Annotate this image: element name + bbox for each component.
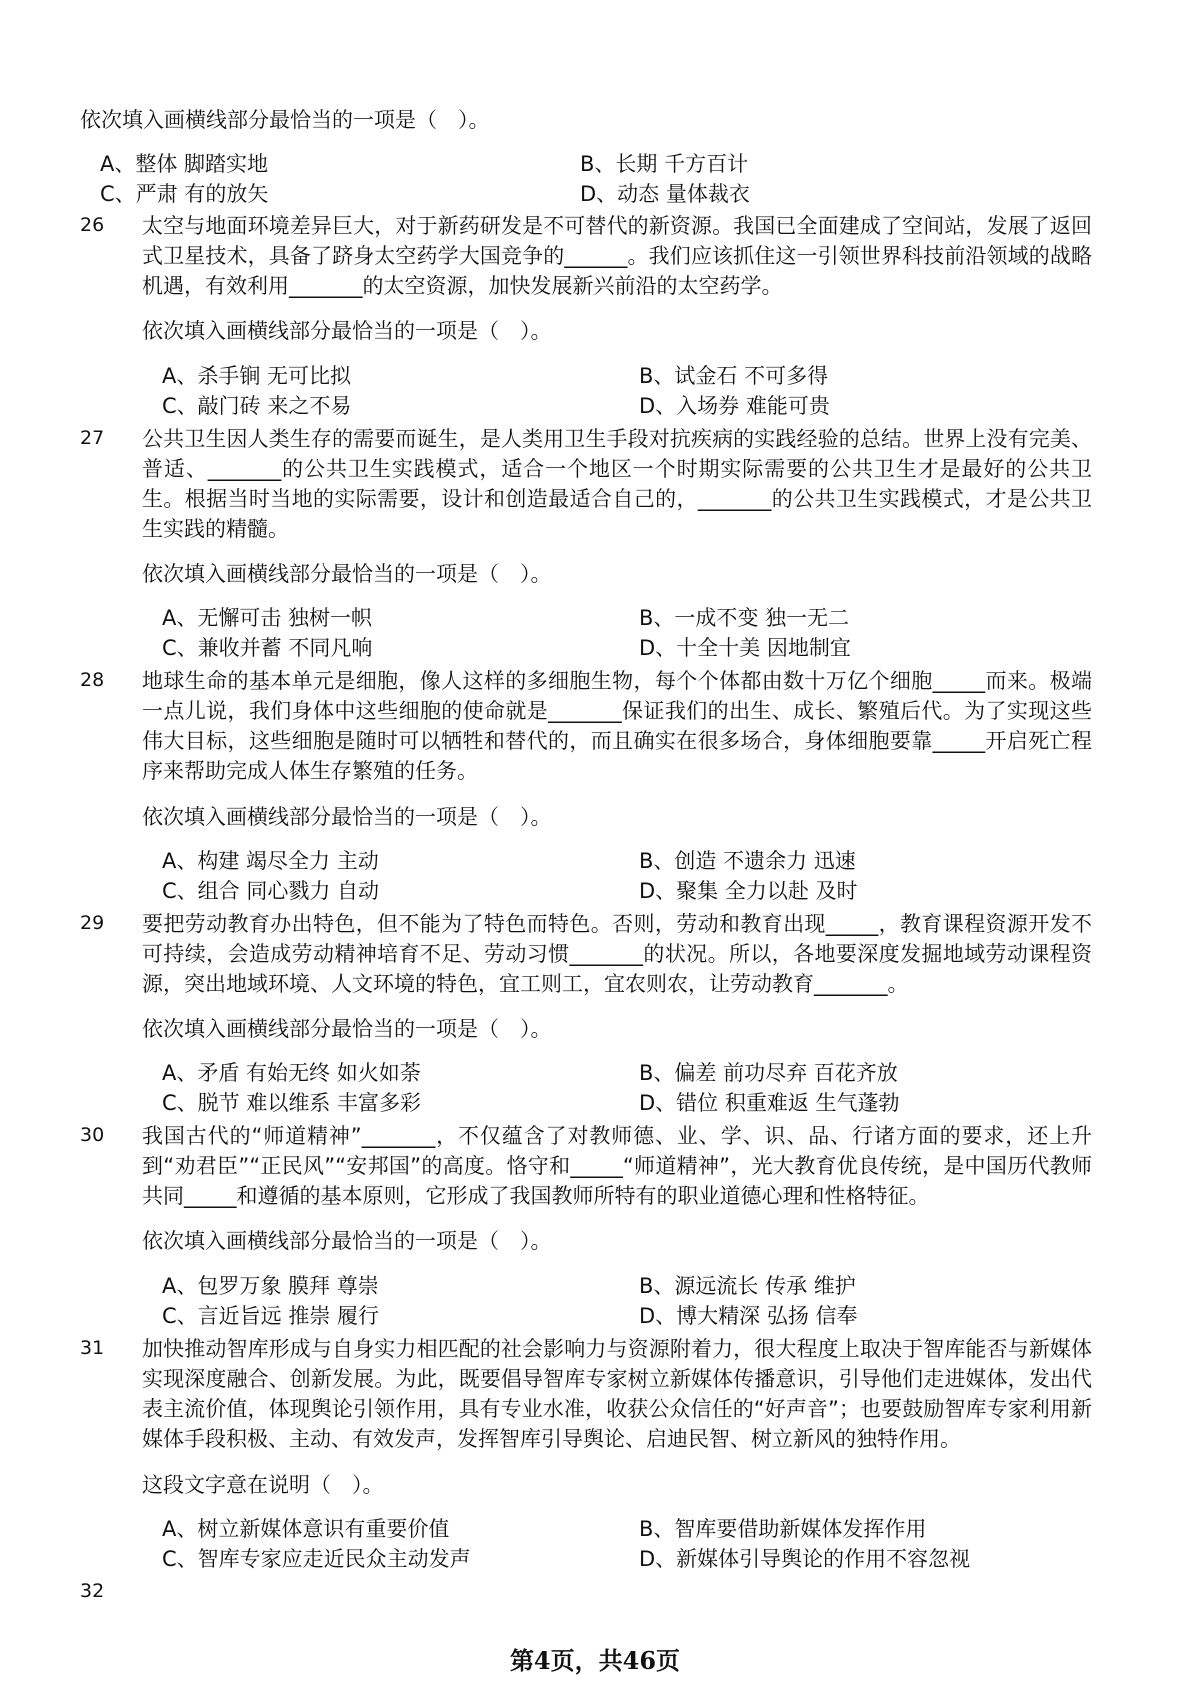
- option-a: A、包罗万象 膜拜 尊崇: [162, 1274, 379, 1298]
- option-c: C、言近旨远 推崇 履行: [162, 1304, 380, 1328]
- option-b: B、长期 千方百计: [580, 152, 749, 176]
- option-d: D、入场券 难能可贵: [639, 394, 830, 418]
- option-c: C、智库专家应走近民众主动发声: [162, 1547, 471, 1571]
- option-b: B、试金石 不可多得: [639, 364, 829, 388]
- option-c: C、敲门砖 来之不易: [162, 394, 352, 418]
- option-d: D、聚集 全力以赴 及时: [639, 879, 858, 903]
- question-number: 29: [80, 912, 105, 934]
- option-a: A、矛盾 有始无终 如火如荼: [162, 1061, 421, 1085]
- question-number: 27: [80, 427, 105, 449]
- option-a: A、无懈可击 独树一帜: [162, 606, 373, 630]
- question-prompt: 依次填入画横线部分最恰当的一项是（ ）。: [142, 319, 552, 343]
- option-a: A、杀手锏 无可比拟: [162, 364, 352, 388]
- question-stem: 太空与地面环境差异巨大，对于新药研发是不可替代的新资源。我国已全面建成了空间站，发展了返回式卫星技术，具备了跻身太空药学大国竞争的______。我们应该抓住这一引领世界科技前沿领域的战略机遇，有效利用_______的太空资源，加快发展新兴前沿的太空药学。: [142, 214, 1092, 298]
- question-prompt: 依次填入画横线部分最恰当的一项是（ ）。: [142, 1229, 552, 1253]
- page-footer: 第4页，共46页: [509, 1646, 681, 1675]
- option-b: B、一成不变 独一无二: [639, 606, 850, 630]
- question-prompt: 依次填入画横线部分最恰当的一项是（ ）。: [142, 1017, 552, 1041]
- option-a: A、构建 竭尽全力 主动: [162, 849, 379, 873]
- option-b: B、创造 不遗余力 迅速: [639, 849, 856, 873]
- option-c: C、严肃 有的放矢: [100, 182, 269, 206]
- question-stem: 要把劳动教育办出特色，但不能为了特色而特色。否则，劳动和教育出现_____，教育课程资源开发不可持续，会造成劳动精神培育不足、劳动习惯_______的状况。所以，各地要深度发掘地域劳动课程资源，突出地域环境、人文环境的特色，宜工则工，宜农则农，让劳动教育_______。: [142, 912, 1092, 996]
- question-number: 31: [80, 1337, 105, 1359]
- option-a: A、树立新媒体意识有重要价值: [162, 1517, 450, 1541]
- option-c: C、脱节 难以维系 丰富多彩: [162, 1091, 422, 1115]
- question-stem: 公共卫生因人类生存的需要而诞生，是人类用卫生手段对抗疾病的实践经验的总结。世界上没有完美、普适、_______的公共卫生实践模式，适合一个地区一个时期实际需要的公共卫生才是最好的公共卫生。根据当时当地的实际需要，设计和创造最适合自己的，_______的公共卫生实践模式，才是公共卫生实践的精髓。: [142, 427, 1092, 541]
- option-d: D、博大精深 弘扬 信奉: [639, 1304, 858, 1328]
- question-number: 28: [80, 669, 105, 691]
- question-prompt: 依次填入画横线部分最恰当的一项是（ ）。: [142, 805, 552, 829]
- option-b: B、智库要借助新媒体发挥作用: [639, 1517, 927, 1541]
- option-b: B、偏差 前功尽弃 百花齐放: [639, 1061, 898, 1085]
- option-a: A、整体 脚踏实地: [100, 152, 269, 176]
- option-b: B、源远流长 传承 维护: [639, 1274, 856, 1298]
- question-stem: 地球生命的基本单元是细胞，像人这样的多细胞生物，每个个体都由数十万亿个细胞_____而来。极端一点儿说，我们身体中这些细胞的使命就是_______保证我们的出生、成长、繁殖后代。为了实现这些伟大目标，这些细胞是随时可以牺牲和替代的，而且确实在很多场合，身体细胞要靠_____开启死亡程序来帮助完成人体生存繁殖的任务。: [142, 669, 1092, 783]
- question-prompt: 依次填入画横线部分最恰当的一项是（ ）。: [80, 108, 490, 132]
- option-c: C、组合 同心戮力 自动: [162, 879, 380, 903]
- option-d: D、错位 积重难返 生气蓬勃: [639, 1091, 900, 1115]
- question-number: 30: [80, 1124, 105, 1146]
- question-number: 26: [80, 214, 105, 236]
- option-d: D、动态 量体裁衣: [580, 182, 750, 206]
- question-stem: 我国古代的“师道精神”_______，不仅蕴含了对教师德、业、学、识、品、行诸方面的要求，还上升到“劝君臣”“正民风”“安邦国”的高度。恪守和_____“师道精神”，光大教育优良传统，是中国历代教师共同_____和遵循的基本原则，它形成了我国教师所特有的职业道德心理和性格特征。: [142, 1124, 1092, 1208]
- question-prompt: 依次填入画横线部分最恰当的一项是（ ）。: [142, 562, 552, 586]
- option-d: D、新媒体引导舆论的作用不容忽视: [639, 1547, 971, 1571]
- question-stem: 加快推动智库形成与自身实力相匹配的社会影响力与资源附着力，很大程度上取决于智库能否与新媒体实现深度融合、创新发展。为此，既要倡导智库专家树立新媒体传播意识，引导他们走进媒体，发出代表主流价值，体现舆论引领作用，具有专业水准，收获公众信任的“好声音”；也要鼓励智库专家利用新媒体手段积极、主动、有效发声，发挥智库引导舆论、启迪民智、树立新风的独特作用。: [142, 1337, 1092, 1451]
- option-c: C、兼收并蓄 不同凡响: [162, 636, 373, 660]
- option-d: D、十全十美 因地制宜: [639, 636, 851, 660]
- question-prompt: 这段文字意在说明（ ）。: [142, 1473, 384, 1497]
- question-number: 32: [80, 1580, 105, 1602]
